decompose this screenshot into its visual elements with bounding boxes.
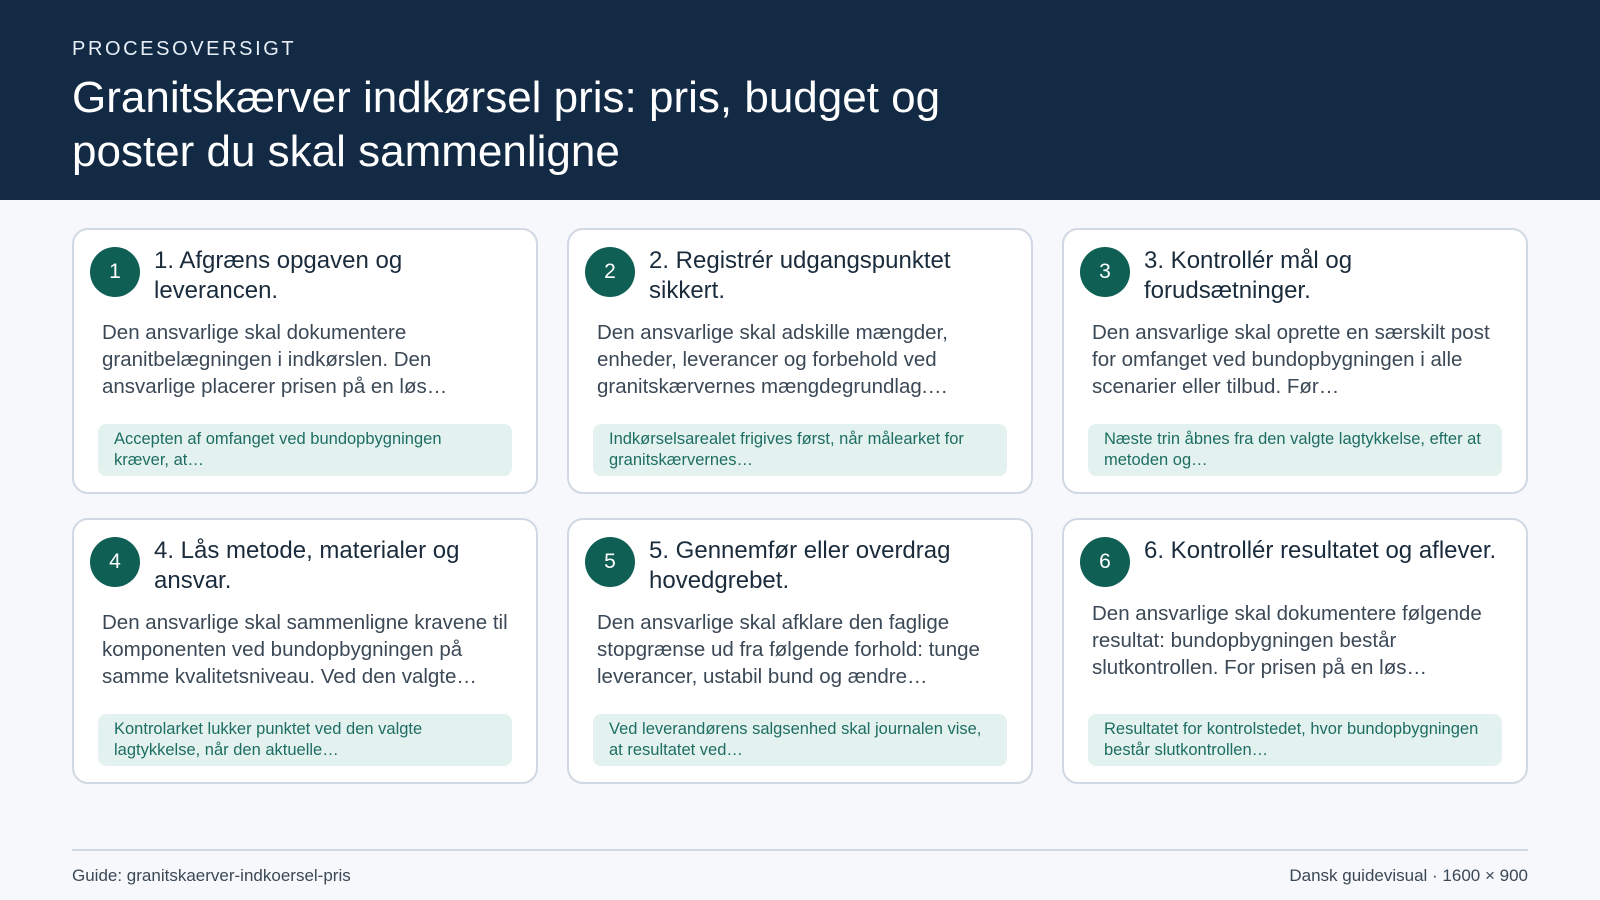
step-description: Den ansvarlige skal adskille mængder, enheder, leverancer og forbehold ved granitskærvernes mængdegrundlag.…	[597, 321, 948, 398]
process-steps-grid	[72, 228, 1528, 784]
step-title: 2. Registrér udgangspunktet sikkert.	[649, 247, 951, 304]
step-title: 5. Gennemfør eller overdrag hovedgrebet.	[649, 537, 951, 594]
step-description: Den ansvarlige skal afklare den faglige stopgrænse ud fra følgende forhold: tunge leverancer, ustabil bund og ændre…	[597, 611, 980, 688]
step-title: 4. Lås metode, materialer og ansvar.	[154, 537, 460, 594]
step-number-badge: 5	[585, 537, 635, 587]
step-number-badge: 6	[1080, 537, 1130, 587]
step-description: Den ansvarlige skal dokumentere granitbelægningen i indkørslen. Den ansvarlige placerer prisen på en løs…	[102, 321, 448, 398]
step-note: Resultatet for kontrolstedet, hvor bundopbygningen består slutkontrollen…	[1088, 714, 1502, 766]
step-number-badge: 1	[90, 247, 140, 297]
eyebrow-label: PROCESOVERSIGT	[72, 38, 297, 60]
step-note: Kontrolarket lukker punktet ved den valgte lagtykkelse, når den aktuelle…	[98, 714, 512, 766]
step-description: Den ansvarlige skal sammenligne kravene til komponenten ved bundopbygningen på samme kvalitetsniveau. Ved den valgte…	[102, 611, 508, 688]
page-header	[0, 0, 1600, 200]
step-note: Ved leverandørens salgsenhed skal journalen vise, at resultatet ved…	[593, 714, 1007, 766]
step-card-6	[1062, 518, 1528, 784]
step-title: 1. Afgræns opgaven og leverancen.	[154, 247, 403, 304]
step-description: Den ansvarlige skal dokumentere følgende resultat: bundopbygningen består slutkontrollen. For prisen på en løs…	[1092, 602, 1482, 679]
step-card-1	[72, 228, 538, 494]
step-note: Accepten af omfanget ved bundopbygningen kræver, at…	[98, 424, 512, 476]
step-card-3	[1062, 228, 1528, 494]
step-note: Indkørselsarealet frigives først, når målearket for granitskærvernes…	[593, 424, 1007, 476]
footer-credit: Dansk guidevisual · 1600 × 900	[1289, 866, 1528, 885]
page-title: Granitskærver indkørsel pris: pris, budget og poster du skal sammenligne	[72, 73, 941, 176]
step-card-4	[72, 518, 538, 784]
step-description: Den ansvarlige skal oprette en særskilt post for omfanget ved bundopbygningen i alle scenarier eller tilbud. Før…	[1092, 321, 1490, 398]
step-card-2	[567, 228, 1033, 494]
footer-guide-slug: Guide: granitskaerver-indkoersel-pris	[72, 866, 351, 885]
step-title: 3. Kontrollér mål og forudsætninger.	[1144, 247, 1353, 304]
step-number-badge: 3	[1080, 247, 1130, 297]
step-note: Næste trin åbnes fra den valgte lagtykkelse, efter at metoden og…	[1088, 424, 1502, 476]
step-card-5	[567, 518, 1033, 784]
footer-divider	[72, 849, 1528, 851]
step-number-badge: 4	[90, 537, 140, 587]
step-number-badge: 2	[585, 247, 635, 297]
step-title: 6. Kontrollér resultatet og aflever.	[1144, 537, 1497, 564]
